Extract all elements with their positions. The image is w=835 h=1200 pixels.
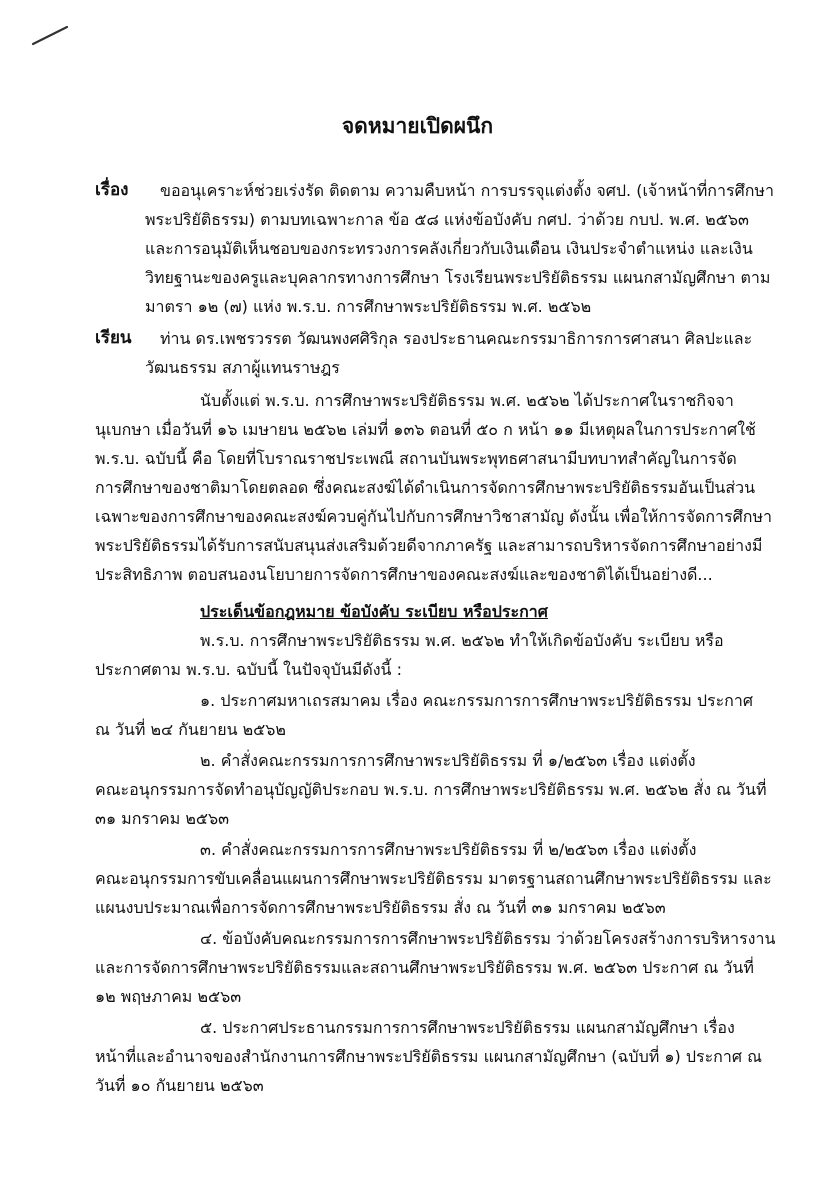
letter-title: จดหมายเปิดผนึก [341, 114, 494, 138]
subject-line: ขออนุเคราะห์ช่วยเร่งรัด ติดตาม ความคืบหน้า การบรรจุแต่งตั้ง จศป. (เจ้าหน้าที่การศึกษา [160, 181, 774, 200]
list-item-line: ๑๒ พฤษภาคม ๒๕๖๓ [95, 987, 242, 1006]
list-item-line: ๓๑ มกราคม ๒๕๖๓ [95, 809, 230, 828]
list-item-line: หน้าที่และอำนาจของสำนักงานการศึกษาพระปริยัติธรรม แผนกสามัญศึกษา (ฉบับที่ ๑) ประกาศ ณ [95, 1047, 762, 1066]
list-item-line: ๒. คำสั่งคณะกรรมการการศึกษาพระปริยัติธรรม ที่ ๑/๒๕๖๓ เรื่อง แต่งตั้ง [200, 751, 696, 770]
salutation-label: เรียน [95, 328, 132, 348]
section-intro-line: พ.ร.บ. การศึกษาพระปริยัติธรรม พ.ศ. ๒๕๖๒ ทำให้เกิดข้อบังคับ ระเบียบ หรือ [200, 631, 724, 650]
salutation-line: วัฒนธรรม สภาผู้แทนราษฎร [145, 358, 340, 377]
list-item-line: ณ วันที่ ๒๔ กันยายน ๒๕๖๒ [95, 720, 286, 739]
intro-line: นับตั้งแต่ พ.ร.บ. การศึกษาพระปริยัติธรรม พ.ศ. ๒๕๖๒ ได้ประกาศในราชกิจจา [200, 391, 734, 410]
list-item-line: ๕. ประกาศประธานกรรมการการศึกษาพระปริยัติธรรม แผนกสามัญศึกษา เรื่อง [200, 1018, 735, 1037]
subject-line: มาตรา ๑๒ (๗) แห่ง พ.ร.บ. การศึกษาพระปริยัติธรรม พ.ศ. ๒๕๖๒ [145, 297, 592, 316]
list-item-line: ๓. คำสั่งคณะกรรมการการศึกษาพระปริยัติธรรม ที่ ๒/๒๕๖๓ เรื่อง แต่งตั้ง [200, 840, 697, 859]
subject-label: เรื่อง [95, 180, 129, 200]
list-item-line: ๑. ประกาศมหาเถรสมาคม เรื่อง คณะกรรมการการศึกษาพระปริยัติธรรม ประกาศ [200, 691, 754, 710]
subject-line: และการอนุมัติเห็นชอบของกระทรวงการคลังเกี่ยวกับเงินเดือน เงินประจำตำแหน่ง และเงิน [145, 239, 753, 258]
subject-line: วิทยฐานะของครูและบุคลากรทางการศึกษา โรงเรียนพระปริยัติธรรม แผนกสามัญศึกษา ตาม [145, 268, 771, 287]
list-item-line: คณะอนุกรรมการขับเคลื่อนแผนการศึกษาพระปริยัติธรรม มาตรฐานสถานศึกษาพระปริยัติธรรม และ [95, 869, 772, 888]
salutation-line: ท่าน ดร.เพชรวรรต วัฒนพงศศิริกุล รองประธานคณะกรรมาธิการการศาสนา ศิลปะและ [160, 329, 753, 348]
list-item-line: และการจัดการศึกษาพระปริยัติธรรมและสถานศึกษาพระปริยัติธรรม พ.ศ. ๒๕๖๓ ประกาศ ณ วันที่ [95, 958, 754, 977]
list-item-line: ๔. ข้อบังคับคณะกรรมการการศึกษาพระปริยัติธรรม ว่าด้วยโครงสร้างการบริหารงาน [200, 929, 776, 948]
intro-line: การศึกษาของชาติมาโดยตลอด ซึ่งคณะสงฆ์ได้ดำเนินการจัดการศึกษาพระปริยัติธรรมอันเป็นส่วน [95, 478, 756, 497]
list-item-line: แผนงบประมาณเพื่อการจัดการศึกษาพระปริยัติธรรม สั่ง ณ วันที่ ๓๑ มกราคม ๒๕๖๓ [95, 898, 666, 917]
intro-line: นุเบกษา เมื่อวันที่ ๑๖ เมษายน ๒๕๖๒ เล่มที่ ๑๓๖ ตอนที่ ๕๐ ก หน้า ๑๑ มีเหตุผลในการประกาศใช้ [95, 420, 756, 439]
list-item-line: คณะอนุกรรมการจัดทำอนุบัญญัติประกอบ พ.ร.บ. การศึกษาพระปริยัติธรรม พ.ศ. ๒๕๖๒ สั่ง ณ วันที่ [95, 780, 767, 799]
section-intro-line: ประกาศตาม พ.ร.บ. ฉบับนี้ ในปัจจุบันมีดังนี้ : [95, 660, 402, 679]
intro-line: พ.ร.บ. ฉบับนี้ คือ โดยที่โบราณราชประเพณี สถานบันพระพุทธศาสนามีบทบาทสำคัญในการจัด [95, 449, 737, 468]
intro-line: พระปริยัติธรรมได้รับการสนับสนุนส่งเสริมด้วยดีจากภาครัฐ และสามารถบริหารจัดการศึกษาอย่างมี [95, 536, 763, 555]
subject-line: พระปริยัติธรรม) ตามบทเฉพาะกาล ข้อ ๕๘ แห่งข้อบังคับ กศป. ว่าด้วย กบป. พ.ศ. ๒๕๖๓ [145, 210, 749, 229]
list-item-line: วันที่ ๑๐ กันยายน ๒๕๖๓ [95, 1076, 264, 1095]
intro-line: เฉพาะของการศึกษาของคณะสงฆ์ควบคู่กันไปกับการศึกษาวิชาสามัญ ดังนั้น เพื่อให้การจัดการศึกษา [95, 507, 772, 526]
intro-line: ประสิทธิภาพ ตอบสนองนโยบายการจัดการศึกษาของคณะสงฆ์และของชาติได้เป็นอย่างดี... [95, 565, 713, 584]
section-heading: ประเด็นข้อกฎหมาย ข้อบังคับ ระเบียบ หรือประกาศ [200, 602, 548, 621]
